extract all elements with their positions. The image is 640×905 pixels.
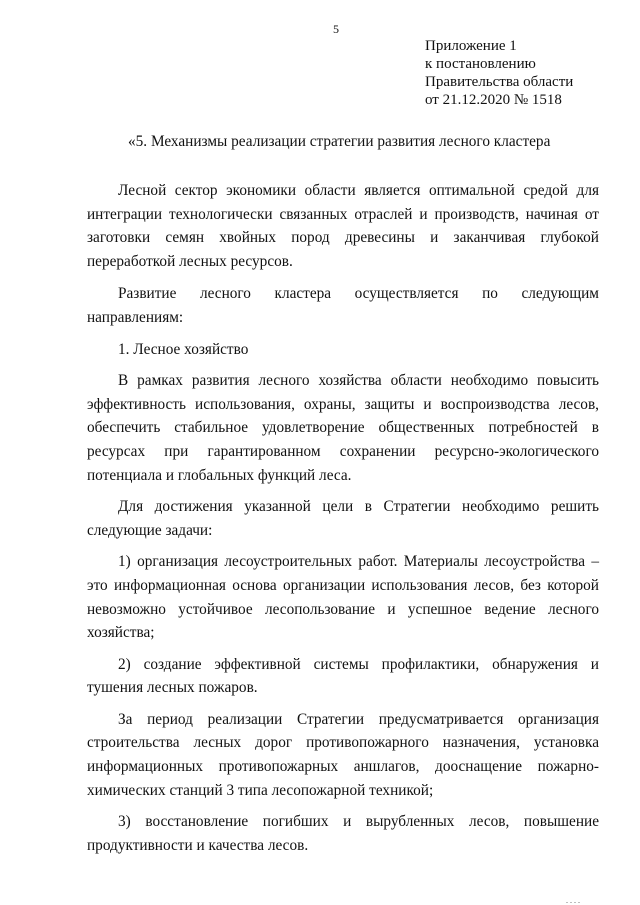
appendix-line: Правительства области bbox=[425, 74, 574, 90]
paragraph: 3) восстановление погибших и вырубленных лесов, повышение продуктивности и качества лесов. bbox=[87, 813, 599, 854]
section-title: «5. Механизмы реализации стратегии развития лесного кластера bbox=[128, 133, 551, 150]
paragraph: 1. Лесное хозяйство bbox=[118, 340, 249, 358]
appendix-reference bbox=[425, 37, 573, 109]
scan-mark: .... bbox=[566, 896, 582, 905]
page-number: 5 bbox=[333, 22, 339, 36]
document-body bbox=[87, 179, 599, 865]
paragraph: 2) создание эффективной системы профилактики, обнаружения и тушения лесных пожаров. bbox=[87, 655, 599, 697]
appendix-line: Приложение 1 bbox=[425, 38, 517, 54]
paragraph: Лесной сектор экономики области является оптимальной средой для интеграции технологически связанных отраслей и производств, начиная от заготовки семян хвойных пород древесины и заканчивая глубокой переработкой лесных ресурсов. bbox=[87, 182, 599, 270]
paragraph: 1) организация лесоустроительных работ. Материалы лесоустройства – это информационная основа организации использования лесов, без которой невозможно устойчивое лесопользование и успешное ведение лесного хозяйства; bbox=[87, 553, 599, 642]
paragraph: Развитие лесного кластера осуществляется по следующим направлениям: bbox=[87, 285, 599, 326]
paragraph: За период реализации Стратегии предусматривается организация строительства лесных дорог противопожарного назначения, установка информационных противопожарных аншлагов, дооснащение пожарно-химических станций 3 типа лесопожарной техникой; bbox=[87, 710, 599, 799]
paragraph: Для достижения указанной цели в Стратегии необходимо решить следующие задачи: bbox=[87, 498, 599, 539]
paragraph: В рамках развития лесного хозяйства области необходимо повысить эффективность использования, охраны, защиты и воспроизводства лесов, обеспечить стабильное удовлетворение общественных потребностей в ресурсах при гарантированном сохранении ресурсно-экологического потенциала и глобальных функций леса. bbox=[87, 372, 599, 484]
appendix-line: к постановлению bbox=[425, 56, 536, 72]
appendix-line: от 21.12.2020 № 1518 bbox=[425, 92, 562, 108]
